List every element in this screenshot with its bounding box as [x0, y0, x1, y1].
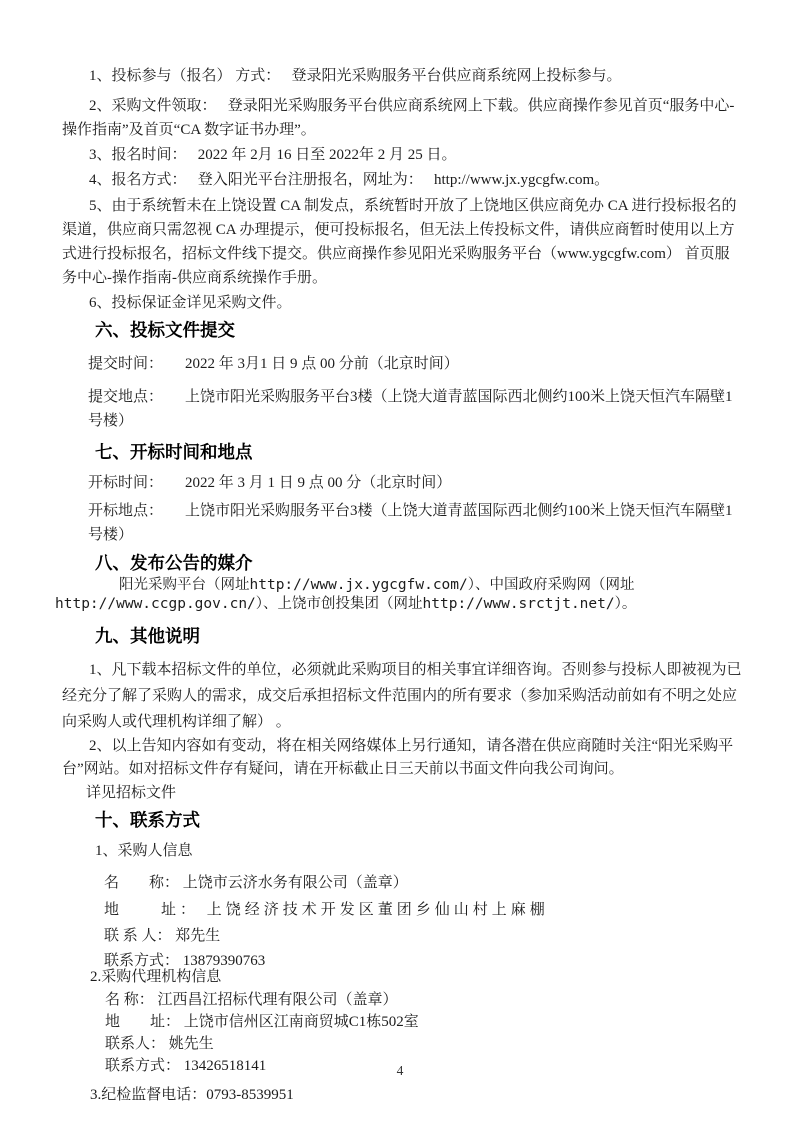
purchaser-name-value: 上饶市云济水务有限公司（盖章） — [182, 875, 408, 891]
agency-info-block — [62, 966, 742, 1077]
purchaser-info-title: 1、采购人信息 — [95, 843, 193, 859]
agency-address-row — [105, 1011, 742, 1033]
purchaser-address-row — [104, 898, 742, 922]
submission-place-label: 提交地点： — [88, 389, 164, 405]
opening-place-row — [88, 499, 742, 547]
agency-contact-person-row — [105, 1033, 742, 1055]
submission-time-value: 2022 年 3月1 日 9 点 00 分前（北京时间） — [185, 356, 459, 372]
opening-time-value: 2022 年 3 月 1 日 9 点 00 分（北京时间） — [185, 475, 452, 491]
agency-name-row — [105, 989, 742, 1011]
submission-place-value: 上饶市阳光采购服务平台3楼（上饶大道青蓝国际西北侧约100米上饶天恒汽车隔壁1号楼） — [88, 389, 733, 429]
purchaser-contact-person-value: 郑先生 — [175, 928, 221, 944]
agency-name-label: 名 称： — [105, 992, 154, 1008]
agency-phone-value: 13426518141 — [183, 1058, 267, 1074]
section-heading-contact-info: 十、联系方式 — [95, 810, 200, 830]
announcement-media-paragraph: 阳光采购平台（网址http://www.jx.ygcgfw.com/）、中国政府采购网（网址http://www.ccgp.gov.cn/）、上饶市创投集团（网址http://www.srctjt.net/）。 — [55, 577, 637, 612]
opening-time-row — [88, 471, 742, 495]
page-number: 4 — [396, 1063, 404, 1078]
see-bidding-document-note: 详见招标文件 — [86, 785, 177, 801]
agency-contact-person-value: 姚先生 — [168, 1036, 214, 1052]
section-heading-other-notes: 九、其他说明 — [95, 626, 200, 646]
intro-item-3: 3、报名时间： 2022 年 2月 16 日至 2022年 2 月 25 日。 — [89, 147, 457, 163]
purchaser-phone-label: 联系方式： — [104, 953, 180, 969]
purchaser-address-value: 上饶经济技术开发区董团乡仙山村上麻棚 — [206, 902, 549, 918]
purchaser-name-label: 名 称： — [104, 875, 180, 891]
section-heading-announcement-media: 八、发布公告的媒介 — [95, 553, 253, 573]
agency-name-value: 江西昌江招标代理有限公司（盖章） — [157, 992, 398, 1008]
agency-contact-person-label: 联系人： — [105, 1036, 166, 1052]
purchaser-contact-person-row — [104, 924, 742, 948]
discipline-supervision-phone: 3.纪检监督电话：0793-8539951 — [90, 1087, 294, 1103]
agency-info-title: 2.采购代理机构信息 — [90, 969, 222, 985]
opening-place-label: 开标地点： — [88, 503, 164, 519]
section-heading-bid-opening: 七、开标时间和地点 — [95, 442, 253, 462]
opening-place-value: 上饶市阳光采购服务平台3楼（上饶大道青蓝国际西北侧约100米上饶天恒汽车隔壁1号楼） — [88, 503, 733, 543]
agency-address-value: 上饶市信州区江南商贸城C1栋502室 — [183, 1014, 419, 1030]
purchaser-name-row — [104, 871, 742, 895]
agency-phone-label: 联系方式： — [105, 1058, 181, 1074]
intro-item-5: 5、由于系统暂未在上饶设置 CA 制发点，系统暂时开放了上饶地区供应商免办 CA 进行投标报名的渠道，供应商只需忽视 CA 办理提示，便可投标报名，但无法上传投标文件，请供应商暂时使用以上方式进行投标报名，招标文件线下提交。供应商操作参见阳光采购服务平台（www.ygcgfw.com） 首页服务中心-操作指南-供应商系统操作手册。 — [62, 198, 737, 286]
purchaser-address-label: 地 址： — [104, 902, 200, 918]
opening-time-label: 开标时间： — [88, 475, 164, 491]
purchaser-phone-value: 13879390763 — [182, 953, 266, 969]
other-notes-paragraph-2: 2、以上告知内容如有变动，将在相关网络媒体上另行通知，请各潜在供应商随时关注“阳光采购平台”网站。如对招标文件存有疑问，请在开标截止日三天前以书面文件向我公司询问。 — [62, 738, 734, 777]
submission-place-row — [88, 385, 742, 433]
agency-address-label: 地 址： — [105, 1014, 181, 1030]
intro-item-4: 4、报名方式： 登入阳光平台注册报名，网址为： http://www.jx.ygcgfw.com。 — [89, 172, 610, 188]
intro-item-1: 1、投标参与（报名） 方式： 登录阳光采购服务平台供应商系统网上投标参与。 — [89, 68, 622, 84]
section-heading-bid-submission: 六、投标文件提交 — [95, 320, 235, 340]
intro-item-2: 2、采购文件领取： 登录阳光采购服务平台供应商系统网上下载。供应商操作参见首页“服务中心-操作指南”及首页“CA 数字证书办理”。 — [62, 98, 735, 138]
submission-time-row — [88, 352, 742, 376]
intro-item-6: 6、投标保证金详见采购文件。 — [89, 295, 292, 311]
other-notes-paragraph-1: 1、凡下载本招标文件的单位，必须就此采购项目的相关事宜详细咨询。否则参与投标人即被视为已经充分了解了采购人的需求，成交后承担招标文件范围内的所有要求（参加采购活动前如有不明之处应向采购人或代理机构详细了解） 。 — [62, 662, 742, 730]
purchaser-contact-person-label: 联 系 人： — [104, 928, 172, 944]
submission-time-label: 提交时间： — [88, 356, 164, 372]
